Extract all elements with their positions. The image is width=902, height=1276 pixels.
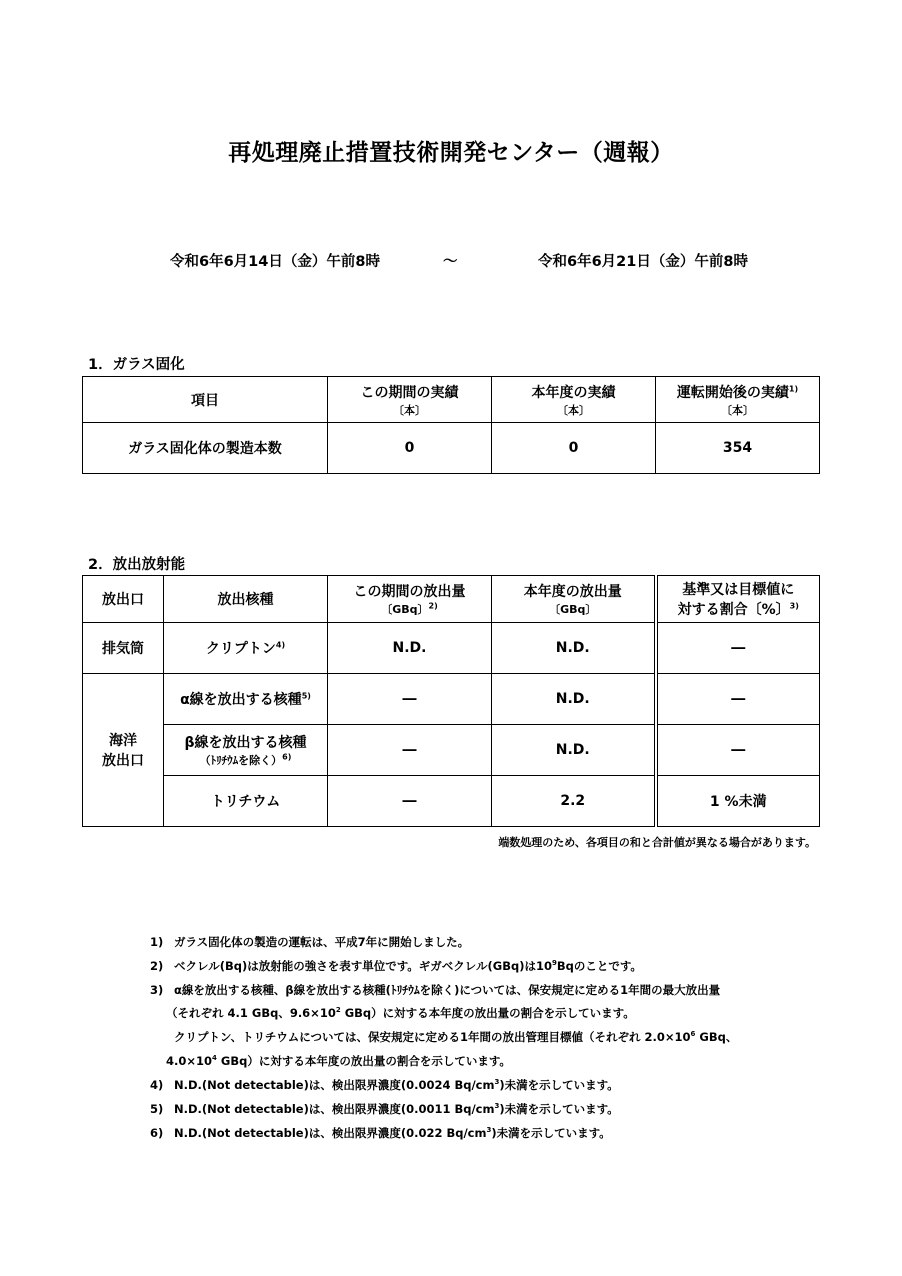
value-period: N.D. <box>328 623 492 674</box>
nuclide-label: β線を放出する核種 <box>184 735 307 751</box>
footnote-5 <box>150 1101 619 1117</box>
footnote-3-line2 <box>166 1005 635 1021</box>
footnote-text: α線を放出する核種、β線を放出する核種(ﾄﾘﾁｳﾑを除く)については、保安規定に定める1年間の最大放出量 <box>174 983 721 997</box>
footnote-number: 3) <box>150 983 164 997</box>
footnote-text: GBq、 <box>695 1030 738 1044</box>
value-period: ― <box>328 674 492 725</box>
outlet-stack: 排気筒 <box>83 623 164 674</box>
footnote-number: 2) <box>150 959 164 973</box>
footnote-exponent: 9 <box>551 959 557 968</box>
section1-heading: 1．ガラス固化 <box>88 357 185 373</box>
footnote-exponent: 6 <box>690 1030 696 1039</box>
nuclide-krypton <box>164 623 328 674</box>
value-ratio: ― <box>656 674 820 725</box>
footnote-text: N.D.(Not detectable)は、検出限界濃度(0.0024 Bq/cm <box>174 1078 495 1092</box>
footnote-text: )未満を示しています。 <box>491 1126 611 1140</box>
rounding-note: 端数処理のため、各項目の和と合計値が異なる場合があります。 <box>498 836 816 849</box>
footnote-3 <box>150 982 720 998</box>
footnote-text: （それぞれ 4.1 GBq、9.6×10 <box>166 1006 336 1020</box>
footnote-ref: 6) <box>282 752 292 762</box>
header-year-result <box>492 377 656 423</box>
period-separator: ～ <box>443 254 458 270</box>
footnote-text: N.D.(Not detectable)は、検出限界濃度(0.022 Bq/cm <box>174 1126 487 1140</box>
outlet-sea <box>83 674 164 827</box>
value-year: 2.2 <box>492 776 656 827</box>
header-period-amount-label: この期間の放出量 <box>353 584 466 600</box>
footnote-exponent: 3 <box>494 1102 500 1111</box>
nuclide-label: クリプトン <box>205 641 276 657</box>
unit-label: 〔GBq〕 <box>381 603 429 616</box>
outlet-sea-line1: 海洋 <box>109 733 137 749</box>
footnote-exponent: 4 <box>212 1054 217 1063</box>
header-period-result <box>328 377 492 423</box>
row-label: ガラス固化体の製造本数 <box>83 423 328 474</box>
radioactivity-table <box>82 575 820 827</box>
unit-label: 〔本〕 <box>393 403 426 417</box>
header-nuclide: 放出核種 <box>164 576 328 623</box>
nuclide-alpha <box>164 674 328 725</box>
unit-label: 〔本〕 <box>721 403 754 417</box>
footnote-number: 4) <box>150 1078 164 1092</box>
footnote-text: ベクレル(Bq)は放射能の強さを表す単位です。ギガベクレル(GBq)は10 <box>174 959 552 973</box>
footnote-6 <box>150 1125 611 1141</box>
table-row <box>83 623 820 674</box>
value-ratio: ― <box>656 725 820 776</box>
header-ratio-line1: 基準又は目標値に <box>682 582 795 598</box>
value-total: 354 <box>656 423 820 474</box>
footnote-text: 4.0×10 <box>166 1054 213 1068</box>
footnote-text: GBq）に対する本年度の放出量の割合を示しています。 <box>340 1006 635 1020</box>
value-ratio: ― <box>656 623 820 674</box>
footnote-exponent: 3 <box>494 1078 500 1087</box>
footnote-ref: 5) <box>301 691 311 701</box>
section2-heading: 2．放出放射能 <box>88 557 186 573</box>
footnote-text: GBq）に対する本年度の放出量の割合を示しています。 <box>216 1054 511 1068</box>
header-total-result-label: 運転開始後の実績 <box>676 384 789 401</box>
nuclide-beta <box>164 725 328 776</box>
footnote-exponent: 3 <box>486 1126 492 1135</box>
unit-label: 〔GBq〕 <box>549 603 597 616</box>
value-year: N.D. <box>492 674 656 725</box>
value-year: N.D. <box>492 623 656 674</box>
header-ratio-line2: 対する割合〔%〕 <box>677 602 790 618</box>
nuclide-sublabel: （ﾄﾘﾁｳﾑを除く） <box>199 754 283 767</box>
footnote-text: N.D.(Not detectable)は、検出限界濃度(0.0011 Bq/cm <box>174 1102 495 1116</box>
value-year: 0 <box>492 423 656 474</box>
header-ratio <box>656 576 820 623</box>
value-period: 0 <box>328 423 492 474</box>
footnote-3-line3 <box>174 1029 737 1045</box>
table-row <box>83 674 820 725</box>
header-period-amount <box>328 576 492 623</box>
footnote-ref: 1) <box>788 383 799 393</box>
nuclide-tritium: トリチウム <box>164 776 328 827</box>
header-outlet: 放出口 <box>83 576 164 623</box>
nuclide-label: α線を放出する核種 <box>180 692 302 708</box>
footnote-text: )未満を示しています。 <box>499 1102 619 1116</box>
header-item: 項目 <box>83 377 328 423</box>
header-total-result <box>656 377 820 423</box>
footnote-3-line4 <box>166 1053 511 1069</box>
value-period: ― <box>328 725 492 776</box>
footnote-number: 5) <box>150 1102 164 1116</box>
footnote-ref: 2) <box>428 601 438 611</box>
footnote-exponent: 2 <box>335 1006 341 1015</box>
value-period: ― <box>328 776 492 827</box>
footnote-ref: 3) <box>789 601 799 611</box>
footnote-2 <box>150 958 642 974</box>
header-period-result-label: この期間の実績 <box>360 384 459 401</box>
table-row <box>83 725 820 776</box>
footnote-text: クリプトン、トリチウムについては、保安規定に定める1年間の放出管理目標値（それぞれ 2.0×10 <box>174 1030 691 1044</box>
period-end: 令和6年6月21日（金）午前8時 <box>538 254 748 270</box>
value-year: N.D. <box>492 725 656 776</box>
footnote-ref: 4) <box>275 640 286 650</box>
footnote-text: )未満を示しています。 <box>499 1078 619 1092</box>
unit-label: 〔本〕 <box>557 403 590 417</box>
header-year-amount <box>492 576 656 623</box>
header-year-result-label: 本年度の実績 <box>531 384 616 401</box>
outlet-sea-line2: 放出口 <box>102 753 144 769</box>
footnote-text: ガラス固化体の製造の運転は、平成7年に開始しました。 <box>174 935 470 949</box>
value-ratio: 1 %未満 <box>656 776 820 827</box>
footnote-number: 1) <box>150 935 164 949</box>
table-row <box>83 776 820 827</box>
footnote-4 <box>150 1077 619 1093</box>
vitrification-table <box>82 376 820 474</box>
page-title: 再処理廃止措置技術開発センター（週報） <box>228 140 674 166</box>
period-start: 令和6年6月14日（金）午前8時 <box>170 254 380 270</box>
footnote-text: Bqのことです。 <box>556 959 642 973</box>
footnote-1 <box>150 934 469 950</box>
table-row <box>83 423 820 474</box>
footnote-number: 6) <box>150 1126 164 1140</box>
header-year-amount-label: 本年度の放出量 <box>523 584 622 600</box>
